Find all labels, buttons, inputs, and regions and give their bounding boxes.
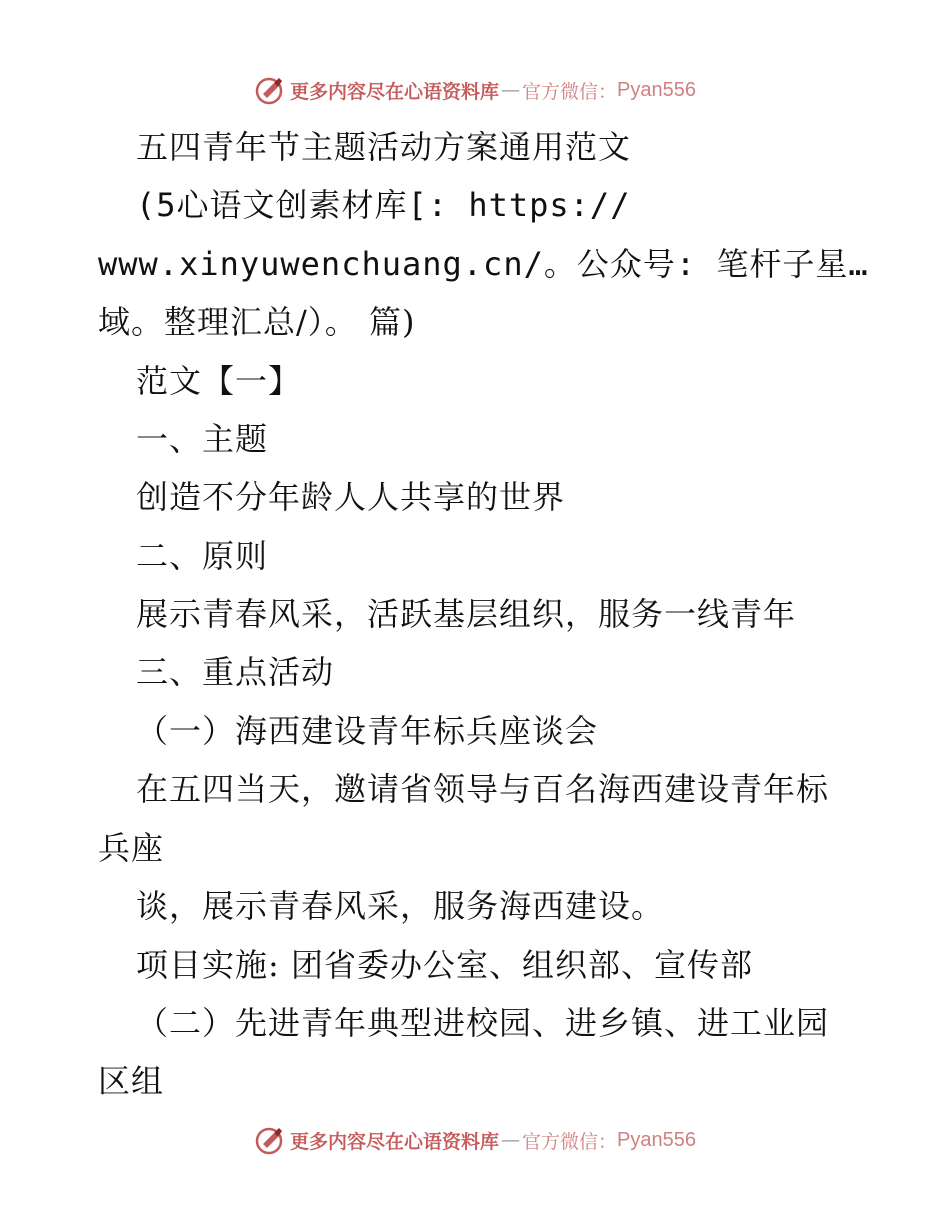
banner-wechat-id: Pyan556 [617, 1128, 696, 1151]
activity-1-title: （一）海西建设青年标兵座谈会 [136, 712, 599, 750]
heading-principle: 二、原则 [136, 537, 269, 575]
activity-1-text-line-3: 谈，展示青春风采，服务海西建设。 [136, 887, 665, 925]
footer-banner [0, 1120, 950, 1160]
banner-wechat-label: 官方微信： [522, 80, 618, 103]
banner-wechat-label: 官方微信： [522, 1130, 618, 1153]
banner-wechat-id: Pyan556 [617, 78, 696, 101]
activity-1-text-line-1: 在五四当天，邀请省领导与百名海西建设青年标 [136, 770, 830, 808]
subtitle-line-3: 域。整理汇总/）。 篇) [98, 303, 416, 341]
principle-text: 展示青春风采，活跃基层组织，服务一线青年 [136, 595, 797, 633]
logo-icon [254, 74, 286, 106]
banner-dash: — [501, 79, 521, 101]
banner-slogan: 更多内容尽在心语资料库 [290, 1130, 500, 1153]
heading-key-activities: 三、重点活动 [136, 653, 335, 691]
section-label: 范文【一】 [136, 362, 302, 400]
header-banner [0, 70, 950, 110]
subtitle-line-1: (5心语文创素材库[: https:// [136, 186, 631, 224]
activity-1-implement: 项目实施: 团省委办公室、组织部、宣传部 [136, 946, 753, 984]
theme-text: 创造不分年龄人人共享的世界 [136, 478, 566, 516]
subtitle-line-2: www.xinyuwenchuang.cn/。公众号: 笔杆子星… [98, 245, 869, 283]
banner-slogan: 更多内容尽在心语资料库 [290, 80, 500, 103]
activity-2-title-line-2: 区组 [98, 1062, 165, 1100]
activity-1-text-line-2: 兵座 [98, 829, 165, 867]
heading-theme: 一、主题 [136, 420, 269, 458]
activity-2-title-line-1: （二）先进青年典型进校园、进乡镇、进工业园 [136, 1004, 830, 1042]
document-title: 五四青年节主题活动方案通用范文 [136, 128, 632, 166]
banner-dash: — [501, 1129, 521, 1151]
logo-icon [254, 1124, 286, 1156]
